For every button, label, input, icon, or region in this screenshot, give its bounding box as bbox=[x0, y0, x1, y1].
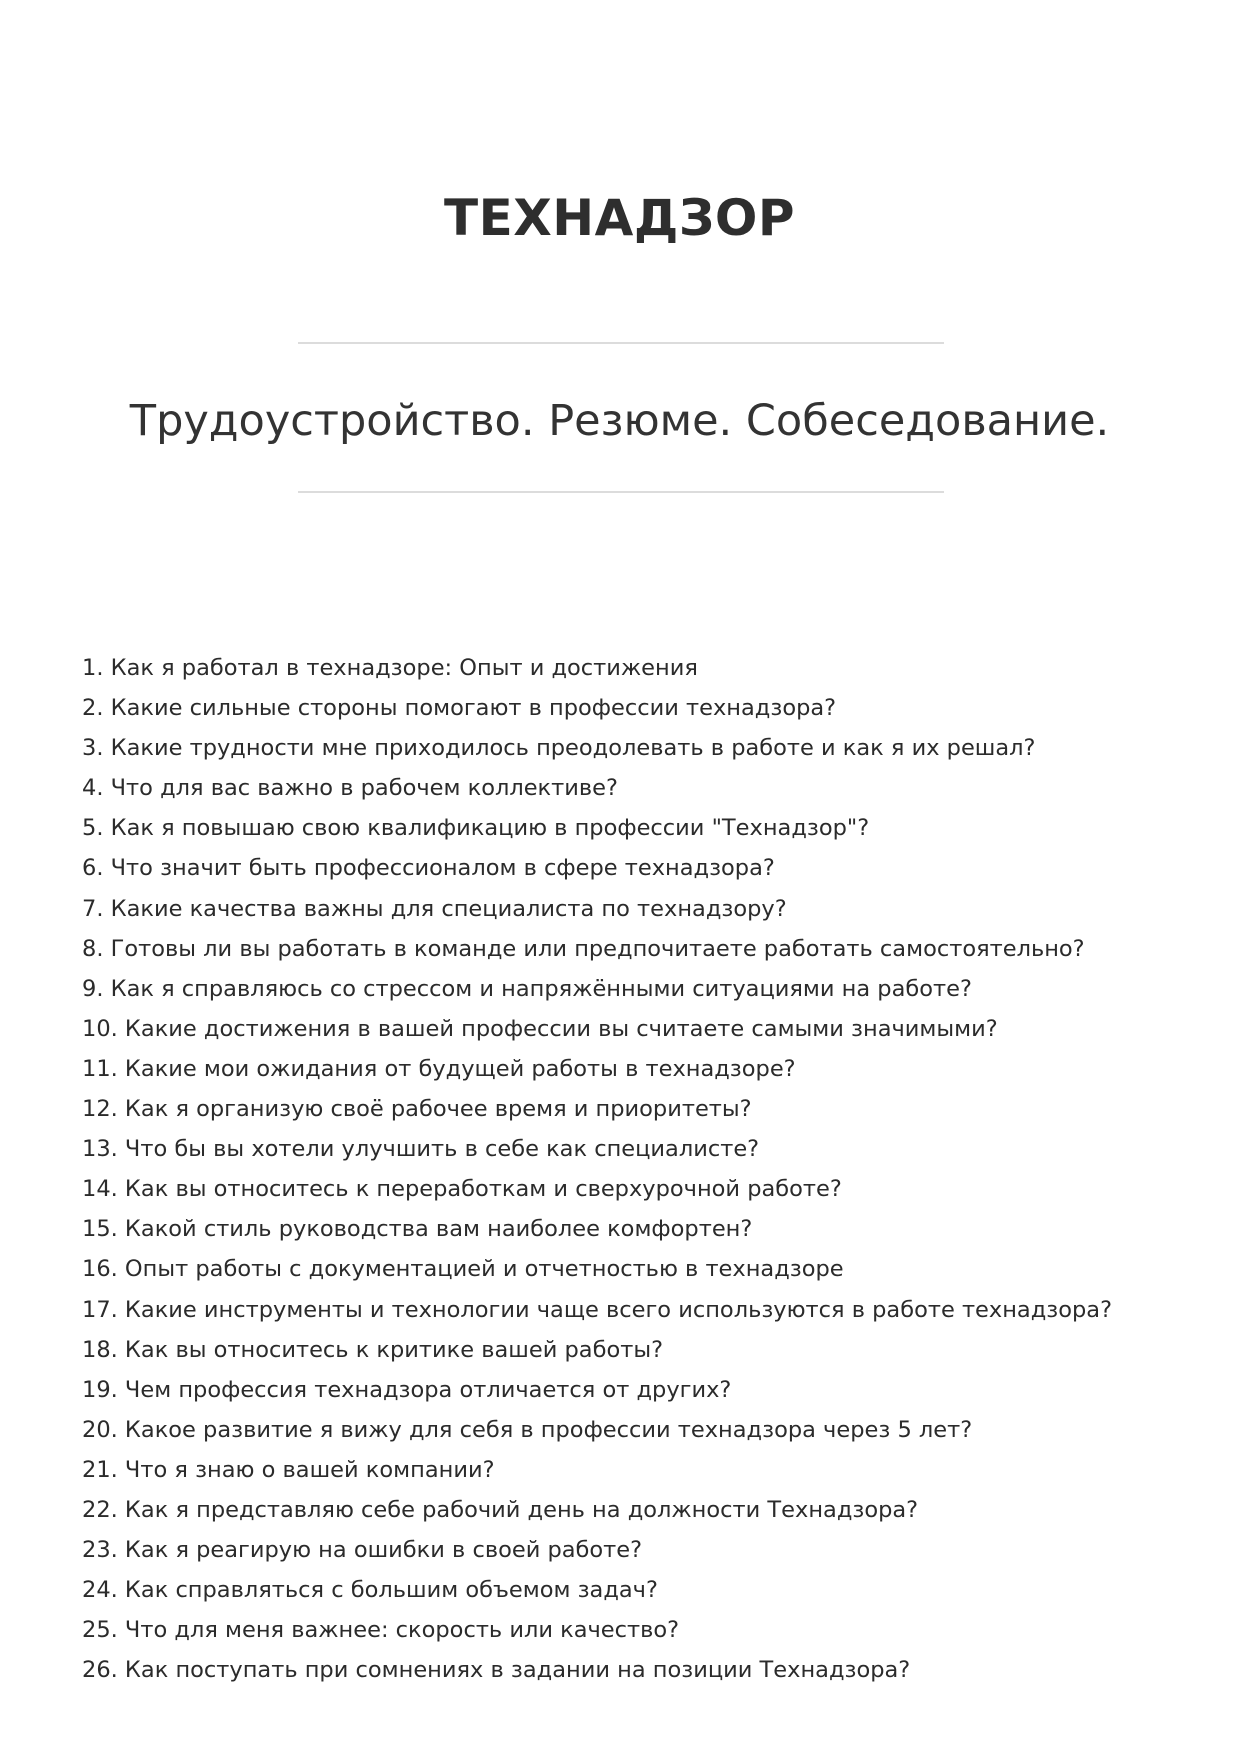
toc-item: 15. Какой стиль руководства вам наиболее комфортен? bbox=[82, 1216, 753, 1243]
toc-item: 20. Какое развитие я вижу для себя в профессии технадзора через 5 лет? bbox=[82, 1416, 973, 1443]
toc-item: 21. Что я знаю о вашей компании? bbox=[82, 1456, 495, 1483]
table-of-contents bbox=[82, 648, 1182, 1690]
toc-item: 18. Как вы относитесь к критике вашей работы? bbox=[82, 1336, 664, 1363]
toc-item: 6. Что значит быть профессионалом в сфере технадзора? bbox=[82, 855, 775, 882]
toc-item: 8. Готовы ли вы работать в команде или предпочитаете работать самостоятельно? bbox=[82, 935, 1085, 962]
toc-item: 16. Опыт работы с документацией и отчетностью в технадзоре bbox=[82, 1256, 844, 1283]
toc-item: 12. Как я организую своё рабочее время и приоритеты? bbox=[82, 1096, 752, 1123]
toc-item: 7. Какие качества важны для специалиста по технадзору? bbox=[82, 895, 787, 922]
toc-item: 3. Какие трудности мне приходилось преодолевать в работе и как я их решал? bbox=[82, 735, 1036, 762]
toc-item: 9. Как я справляюсь со стрессом и напряжёнными ситуациями на работе? bbox=[82, 975, 972, 1002]
toc-item: 26. Как поступать при сомнениях в задании на позиции Технадзора? bbox=[82, 1657, 911, 1684]
toc-item: 5. Как я повышаю свою квалификацию в профессии "Технадзор"? bbox=[82, 815, 870, 842]
title-divider bbox=[298, 342, 944, 344]
page-subtitle: Трудоустройство. Резюме. Собеседование. bbox=[129, 396, 1110, 446]
toc-item: 10. Какие достижения в вашей профессии вы считаете самыми значимыми? bbox=[82, 1015, 998, 1042]
toc-item: 22. Как я представляю себе рабочий день на должности Технадзора? bbox=[82, 1496, 919, 1523]
toc-item: 4. Что для вас важно в рабочем коллективе? bbox=[82, 775, 618, 802]
subtitle-divider bbox=[298, 491, 944, 493]
toc-item: 25. Что для меня важнее: скорость или качество? bbox=[82, 1617, 680, 1644]
toc-item: 19. Чем профессия технадзора отличается от других? bbox=[82, 1376, 732, 1403]
toc-item: 13. Что бы вы хотели улучшить в себе как специалисте? bbox=[82, 1136, 760, 1163]
toc-item: 11. Какие мои ожидания от будущей работы в технадзоре? bbox=[82, 1055, 796, 1082]
toc-item: 24. Как справляться с большим объемом задач? bbox=[82, 1577, 658, 1604]
toc-item: 17. Какие инструменты и технологии чаще всего используются в работе технадзора? bbox=[82, 1296, 1113, 1323]
toc-item: 23. Как я реагирую на ошибки в своей работе? bbox=[82, 1537, 643, 1564]
toc-item: 1. Как я работал в технадзоре: Опыт и достижения bbox=[82, 655, 698, 681]
toc-item: 2. Какие сильные стороны помогают в профессии технадзора? bbox=[82, 695, 837, 722]
toc-item: 14. Как вы относитесь к переработкам и сверхурочной работе? bbox=[82, 1176, 842, 1203]
page-title: ТЕХНАДЗОР bbox=[443, 189, 796, 247]
